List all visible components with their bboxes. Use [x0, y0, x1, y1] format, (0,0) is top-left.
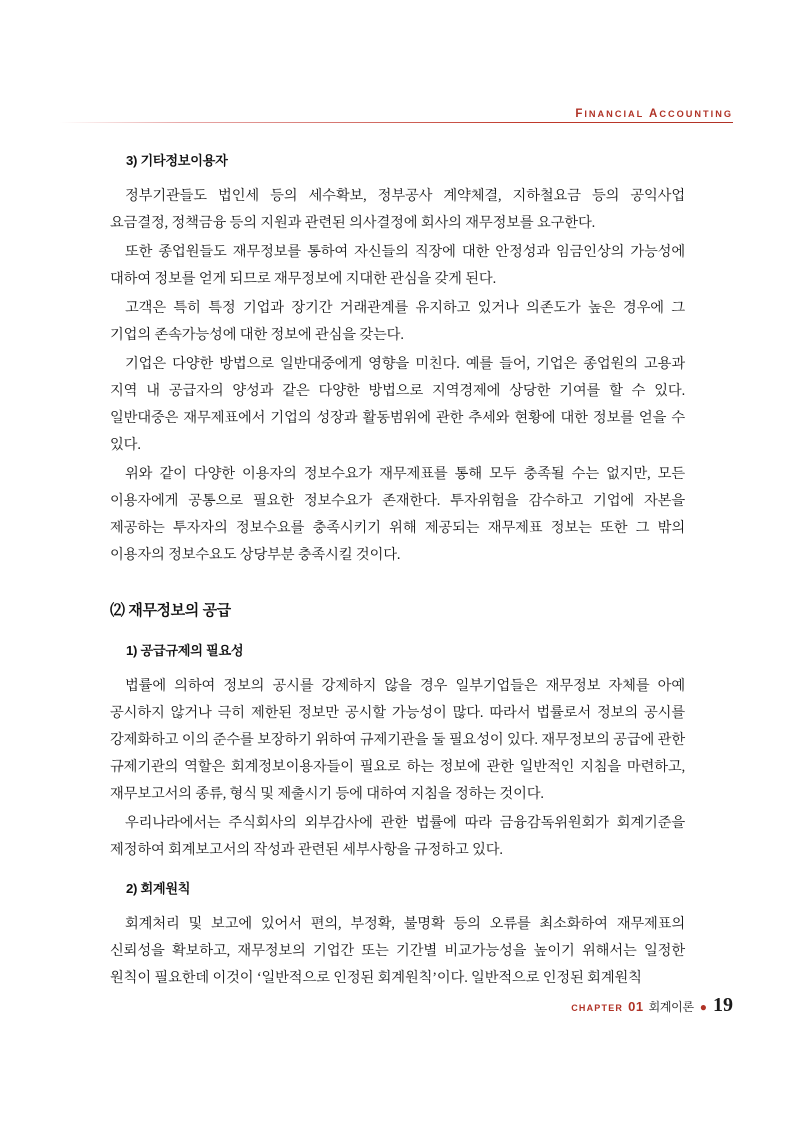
paragraph: 기업은 다양한 방법으로 일반대중에게 영향을 미친다. 예를 들어, 기업은 종업원의 고용과 지역 내 공급자의 양성과 같은 다양한 방법으로 지역경제에 상당한 기여를 할 수 있다. 일반대중은 재무제표에서 기업의 성장과 활동범위에 관한 추세와 현황에 대한 정보를 얻을 수 있다.: [110, 356, 685, 453]
footer-chapter-title: 회계이론: [648, 1000, 694, 1014]
footer-chapter-label: CHAPTER: [571, 1003, 624, 1013]
header-rule: [60, 122, 733, 123]
page-header: [60, 108, 733, 132]
heading-supply-of-financial-information: ⑵ 재무정보의 공급: [110, 602, 231, 619]
header-title-ccounting: CCOUNTING: [659, 109, 733, 119]
paragraph: 우리나라에서는 주식회사의 외부감사에 관한 법률에 따라 금융감독위원회가 회계기준을 제정하여 회계보고서의 작성과 관련된 세부사항을 규정하고 있다.: [110, 815, 685, 858]
page-content: [110, 150, 685, 994]
page-number: 19: [713, 994, 733, 1016]
paragraph: 회계처리 및 보고에 있어서 편의, 부정확, 불명확 등의 오류를 최소화하여 재무제표의 신뢰성을 확보하고, 재무정보의 기업간 또는 기간별 비교가능성을 높이기 위해서는 일정한 원칙이 필요한데 이것이 ‘일반적으로 인정된 회계원칙’이다. 일반적으로 인정된 회계원칙: [110, 916, 685, 986]
paragraph: 법률에 의하여 정보의 공시를 강제하지 않을 경우 일부기업들은 재무정보 자체를 아예 공시하지 않거나 극히 제한된 정보만 공시할 가능성이 많다. 따라서 법률로서 정보의 공시를 강제화하고 이의 준수를 보장하기 위하여 규제기관을 둘 필요성이 있다. 재무정보의 공급에 관한 규제기관의 역할은 회계정보이용자들이 필요로 하는 정보에 관한 일반적인 지침을 마련하고, 재무보고서의 종류, 형식 및 제출시기 등에 대하여 지침을 정하는 것이다.: [110, 678, 685, 802]
header-title-f: F: [575, 108, 585, 120]
footer-bullet-icon: ●: [699, 1000, 707, 1014]
heading-accounting-principles: 2) 회계원칙: [126, 881, 191, 896]
spacer: [110, 866, 685, 878]
paragraph: 정부기관들도 법인세 등의 세수확보, 정부공사 계약체결, 지하철요금 등의 공익사업 요금결정, 정책금융 등의 지원과 관련된 의사결정에 회사의 재무정보를 요구한다.: [110, 188, 685, 231]
heading-other-information-users: 3) 기타정보이용자: [126, 153, 228, 168]
paragraph: 또한 종업원들도 재무정보를 통하여 자신들의 직장에 대한 안정성과 임금인상의 가능성에 대하여 정보를 얻게 되므로 재무정보에 지대한 관심을 갖게 된다.: [110, 244, 685, 287]
paragraph: 고객은 특히 특정 기업과 장기간 거래관계를 유지하고 있거나 의존도가 높은 경우에 그 기업의 존속가능성에 대한 정보에 관심을 갖는다.: [110, 300, 685, 343]
heading-need-for-supply-regulation: 1) 공급규제의 필요성: [126, 643, 244, 658]
paragraph: 위와 같이 다양한 이용자의 정보수요가 재무제표를 통해 모두 충족될 수는 없지만, 모든 이용자에게 공통으로 필요한 정보수요가 존재한다. 투자위험을 감수하고 기업에 자본을 제공하는 투자자의 정보수요를 충족시키기 위해 제공되는 재무제표 정보는 또한 그 밖의 이용자의 정보수요도 상당부분 충족시킬 것이다.: [110, 466, 685, 563]
header-title-a: A: [649, 108, 660, 120]
footer-chapter-number: 01: [628, 999, 644, 1014]
header-title: [565, 108, 733, 120]
page-footer: [571, 994, 733, 1017]
header-title-inancial: INANCIAL: [584, 109, 645, 119]
